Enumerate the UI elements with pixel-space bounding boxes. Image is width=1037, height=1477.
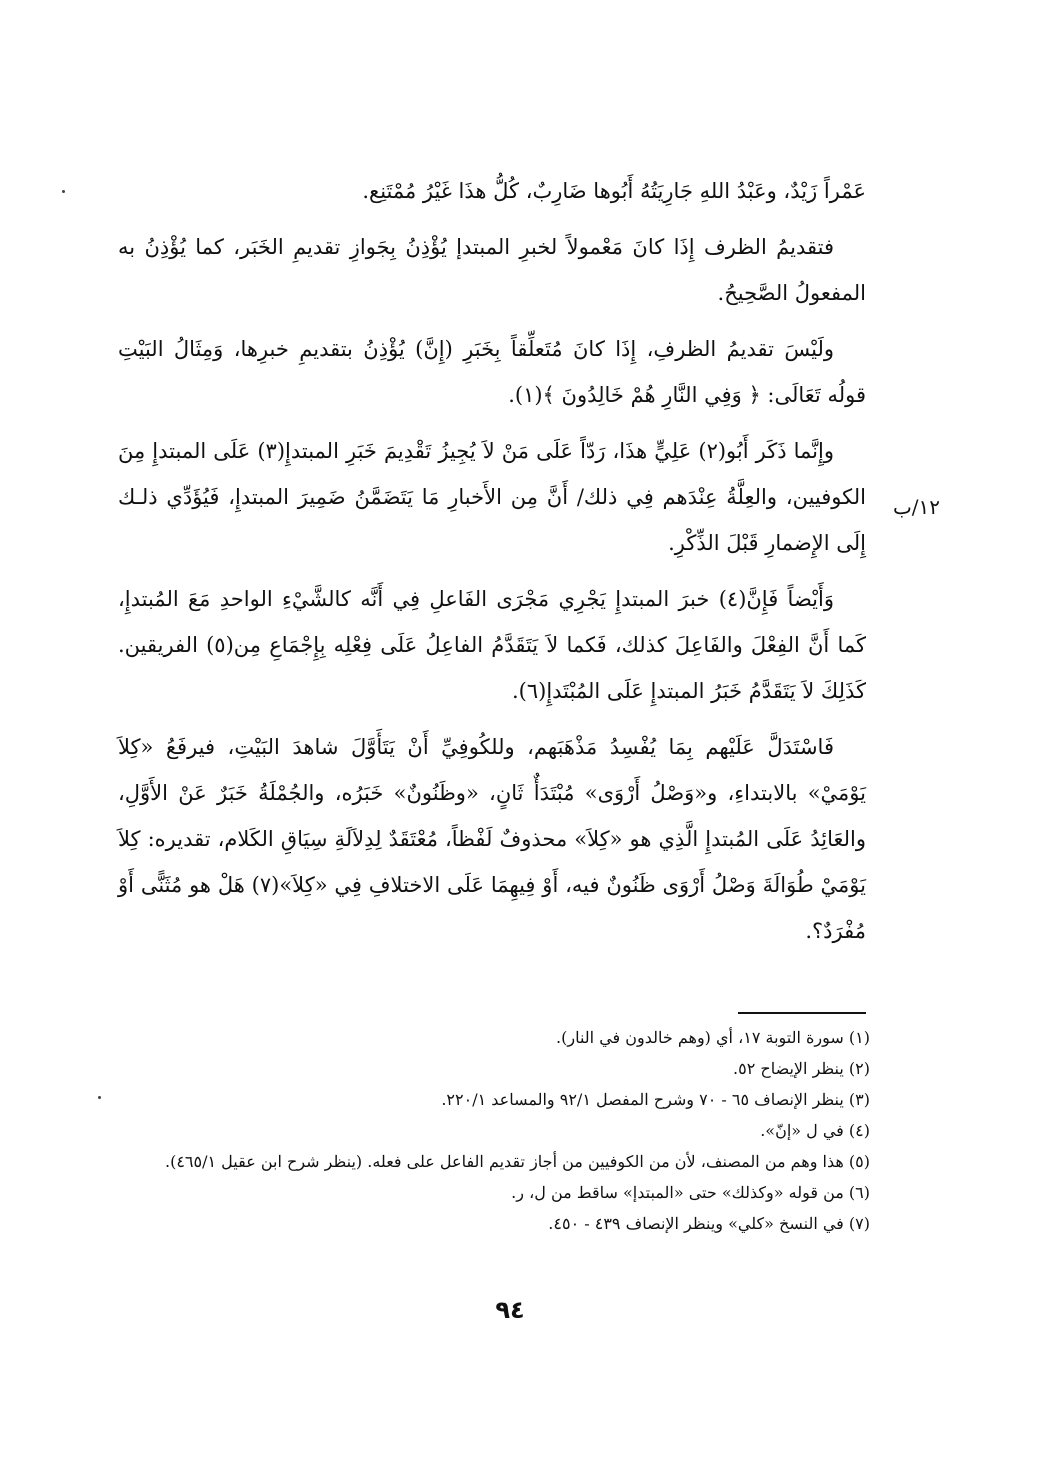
scan-speck	[98, 1096, 101, 1099]
paragraph-3: ولَيْسَ تقديمُ الظرفِ، إِذَا كانَ مُتَعلِّقاً بِخَبَرِ (إِنَّ) يُؤْذِنُ بتقديمِ خبرِها، وَمِثَالُ البَيْتِ قولُه تَعَالَى: ﴿ وَفِي النَّارِ هُمْ خَالِدُونَ ﴾(١).	[118, 337, 866, 407]
paragraph-2: فتقديمُ الظرف إِذَا كانَ مَعْمولاً لخبرِ المبتدإ يُؤْذِنُ بِجَوازِ تقديمِ الخَبَر، كما يُؤْذِنُ به المفعولُ الصَّحِيحُ.	[118, 235, 866, 305]
footnote-2: (٢) ينظر الإيضاح ٥٢.	[733, 1059, 870, 1078]
page-number: ٩٤	[495, 1296, 525, 1324]
footnote-4: (٤) في ل «إنّ».	[760, 1121, 870, 1140]
paragraph-1: عَمْراً زَيْدٌ، وعَبْدُ اللهِ جَارِيَتُهُ أَبُوها ضَارِبٌ، كُلُّ هذَا غَيْرُ مُمْتَنِع.	[362, 179, 866, 203]
footnote-separator	[738, 1012, 866, 1014]
paragraph-5: وَأَيْضاً فَإِنَّ(٤) خبرَ المبتدإِ يَجْرِي مَجْرَى الفَاعلِ فِي أَنَّه كالشَّيْءِ الواحدِ مَعَ المُبتدإِ، كَما أَنَّ الفِعْلَ والفَاعِلَ كذلك، فَكما لاَ يَتَقَدَّمُ الفاعِلُ عَلَى فِعْلِه بِإِجْمَاعِ مِن(٥) الفريقين. كَذَلِكَ لاَ يَتَقَدَّمُ خَبَرُ المبتدإِ عَلَى المُبْتَدإِ(٦).	[118, 587, 866, 703]
footnote-1: (١) سورة التوبة ١٧، أي (وهم خالدون في النار).	[556, 1028, 870, 1047]
main-text-body	[118, 168, 866, 964]
paragraph-6: فَاسْتَدَلَّ عَلَيْهم بِمَا يُفْسِدُ مَذْهَبَهم، وللكُوفِيِّ أَنْ يَتَأَوَّلَ شاهدَ البَيْتِ، فيرفَعُ «كِلاَ يَوْمَيْ» بالابتداءِ، و«وَصْلُ أَرْوَى» مُبْتَدَأٌ ثَانٍ، «وظَنُونٌ» خَبَرُه، والجُمْلَةُ خَبَرٌ عَنْ الأَوَّلِ، والعَائِدُ عَلَى المُبتدإِ الَّذِي هو «كِلاَ» محذوفٌ لَفْظاً، مُعْتَقَدٌ لِدِلاَلَةِ سِيَاقِ الكَلام، تقديره: كِلاَ يَوْمَيْ طُوَالَةَ وَصْلُ أَرْوَى ظَنُونٌ فيه، أَوْ فِيهِمَا عَلَى الاختلافِ فِي «كِلاَ»(٧) هَلْ هو مُثَنًّى أَوْ مُفْرَدٌ؟.	[118, 735, 866, 943]
footnote-3: (٣) ينظر الإنصاف ٦٥ - ٧٠ وشرح المفصل ٩٢/١ والمساعد ٢٢٠/١.	[441, 1090, 870, 1109]
footnote-5: (٥) هذا وهم من المصنف، لأن من الكوفيين من أجاز تقديم الفاعل على فعله. (ينظر شرح ابن عقيل ٤٦٥/١).	[165, 1152, 870, 1171]
footnote-6: (٦) من قوله «وكذلك» حتى «المبتدإ» ساقط من ل، ر.	[511, 1183, 870, 1202]
footnote-7: (٧) في النسخ «كلي» وينظر الإنصاف ٤٣٩ - ٤٥٠.	[548, 1214, 870, 1233]
scan-speck	[62, 190, 65, 193]
paragraph-4: وإِنَّما ذَكَر أَبُو(٢) عَلِيٍّ هذَا، رَدّاً عَلَى مَنْ لاَ يُجِيزُ تَقْدِيمَ خَبَرِ المبتدإِ(٣) عَلَى المبتدإِ مِنَ الكوفيين، والعِلَّةُ عِنْدَهم فِي ذلك/ أَنَّ مِن الأَخبارِ مَا يَتَضَمَّنُ ضَمِيرَ المبتدإِ، فَيُؤَدِّي ذلـك إِلَى الإِضمارِ قَبْلَ الذِّكْرِ.	[118, 439, 866, 555]
footnotes	[118, 1022, 870, 1239]
manuscript-folio-marker: ١٢/ب	[892, 495, 940, 519]
